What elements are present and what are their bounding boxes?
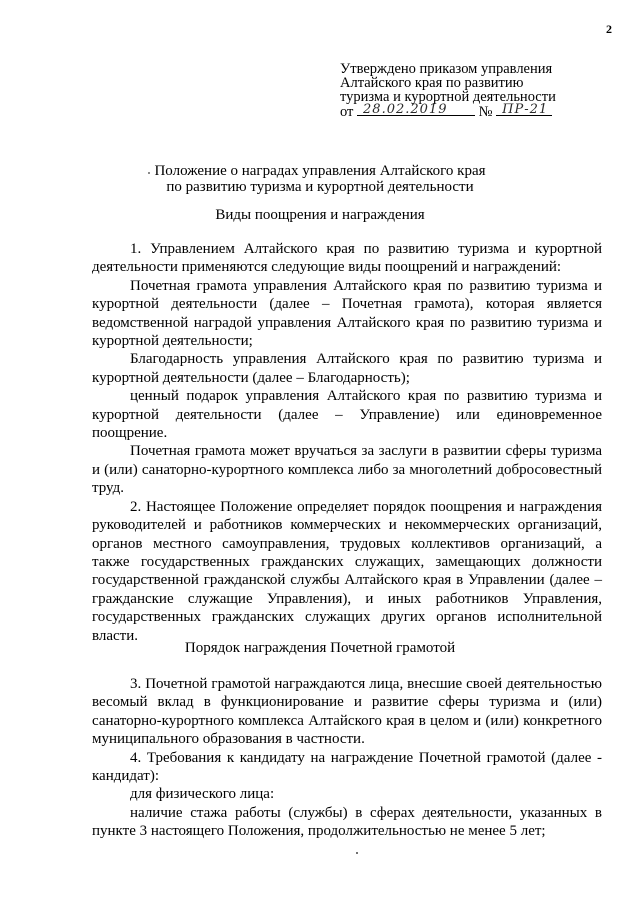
paragraph: 3. Почетной грамотой награждаются лица, внесшие своей деятельностью весомый вклад в функционирование и развитие сферы туризма и (или) санаторно-курортного комплекса Алтайского края в целом и (или) конкретного муниципального образования в частности.	[92, 676, 602, 748]
document-title	[0, 163, 640, 195]
date-prefix: от	[340, 104, 354, 120]
paragraph: для физического лица:	[130, 786, 275, 803]
page-number: 2	[606, 22, 612, 36]
paragraph: ценный подарок управления Алтайского края по развитию туризма и курортной деятельности (далее – Управление) или единовременное поощрение.	[92, 388, 602, 442]
paragraph: наличие стажа работы (службы) в сферах деятельности, указанных в пункте 3 настоящего Положения, продолжительностью не менее 5 лет;	[92, 804, 602, 840]
approval-stamp	[340, 62, 610, 119]
number-prefix: №	[478, 104, 493, 120]
number-handwritten: ПР-21	[502, 102, 549, 117]
section-1-body	[92, 240, 602, 645]
speck-mark	[356, 852, 358, 854]
paragraph: 2. Настоящее Положение определяет порядок поощрения и награждения руководителей и работников коммерческих и некоммерческих организаций, органов местного самоуправления, трудовых коллективов организаций, а также государственных гражданских служащих, замещающих должности государственной гражданской службы Алтайского края в Управлении (далее – гражданские служащие Управления), и иных работников Управления, государственных гражданских служащих других органов исполнительной власти.	[92, 498, 602, 644]
section-2-body	[92, 675, 602, 841]
paragraph: 4. Требования к кандидату на награждение Почетной грамотой (далее - кандидат):	[92, 749, 602, 785]
date-field	[357, 104, 475, 116]
approval-line-1: Утверждено приказом управления	[340, 61, 553, 77]
date-handwritten: 28.02.2019	[363, 102, 448, 117]
paragraph: Почетная грамота может вручаться за заслуги в развитии сферы туризма и (или) санаторно-курортного комплекса либо за многолетний добросовестный труд.	[92, 443, 602, 497]
paragraph: 1. Управлением Алтайского края по развитию туризма и курортной деятельности применяются следующие виды поощрений и награждений:	[92, 241, 602, 276]
section-heading-types: Виды поощрения и награждения	[215, 207, 425, 223]
approval-line-2: Алтайского края по развитию	[340, 75, 524, 91]
paragraph: Почетная грамота управления Алтайского края по развитию туризма и курортной деятельности (далее – Почетная грамота), которая является ведомственной наградой управления Алтайского края по развитию туризма и курортной деятельности;	[92, 277, 602, 350]
approval-line-3: туризма и курортной деятельности	[340, 89, 556, 105]
section-heading-procedure: Порядок награждения Почетной грамотой	[184, 640, 456, 656]
paragraph: Благодарность управления Алтайского края по развитию туризма и курортной деятельности (далее – Благодарность);	[92, 351, 602, 386]
number-field	[496, 104, 552, 116]
title-line-1: Положение о наградах управления Алтайского края	[154, 163, 486, 179]
title-line-2: по развитию туризма и курортной деятельности	[166, 179, 474, 195]
approval-date-line	[340, 104, 610, 119]
